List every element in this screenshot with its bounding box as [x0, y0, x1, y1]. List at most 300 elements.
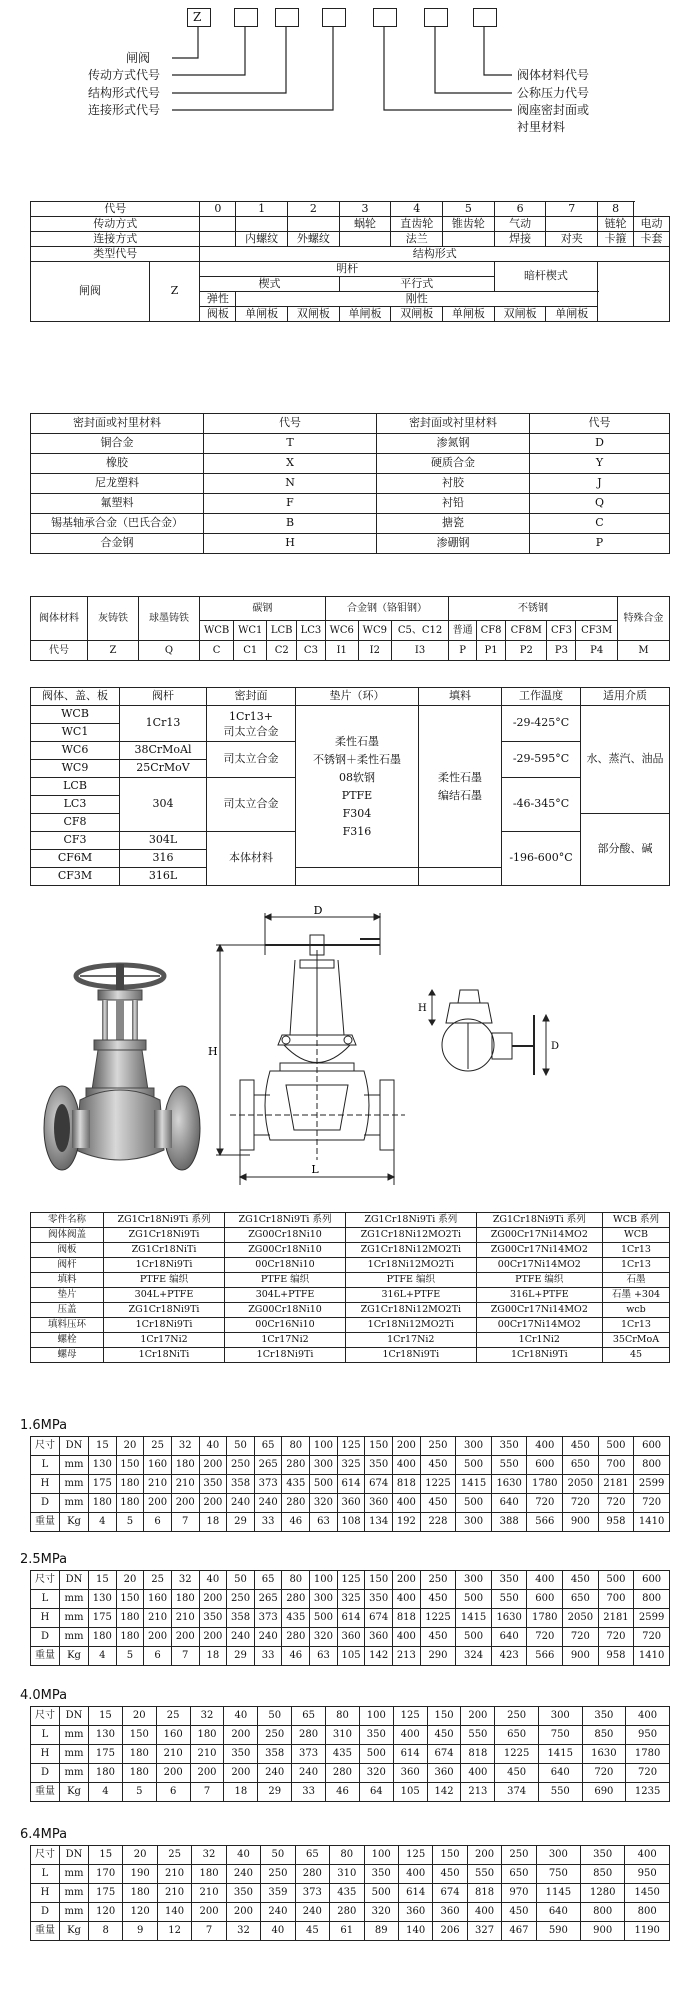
empty-cell	[200, 217, 236, 232]
seal-header: 代号	[204, 414, 377, 434]
height-cell: 614	[337, 1609, 365, 1628]
dim-label-l: L	[311, 1163, 319, 1176]
table-row	[31, 1494, 670, 1513]
dn-cell: 100	[310, 1437, 338, 1456]
dn-cell: 250	[495, 1707, 539, 1726]
seal-cell: 橡胶	[31, 454, 204, 474]
conn-7: 对夹	[546, 232, 598, 247]
row-label: 尺寸	[31, 1707, 60, 1726]
row-label: 重量	[31, 1783, 60, 1802]
alloy-sub: WC9	[358, 621, 391, 641]
wheel-dia-cell: 360	[433, 1903, 467, 1922]
stem-material: 304	[120, 778, 207, 832]
stainless-sub: CF8M	[506, 621, 547, 641]
wheel-dia-cell: 800	[625, 1903, 670, 1922]
stem-material: 1Cr13	[120, 706, 207, 742]
length-cell: 350	[365, 1456, 393, 1475]
dn-cell: 400	[625, 1846, 670, 1865]
empty-cell	[546, 217, 598, 232]
height-cell: 818	[467, 1884, 501, 1903]
length-cell: 310	[326, 1726, 360, 1745]
parts-header: ZG1Cr18Ni9Ti 系列	[476, 1213, 602, 1228]
stainless-steel: 不锈钢	[449, 597, 618, 621]
weight-cell: 300	[456, 1513, 492, 1532]
row-label: H	[31, 1609, 60, 1628]
seal-material-table	[30, 413, 670, 554]
work-temp: -29-595°C	[502, 742, 581, 778]
height-cell: 2181	[598, 1609, 634, 1628]
wheel-dia-cell: 140	[157, 1903, 191, 1922]
gray-iron: 灰铸铁	[88, 597, 139, 641]
carbon-code: C2	[267, 641, 297, 661]
body-grade: WC1	[31, 724, 120, 742]
wheel-dia-cell: 720	[634, 1494, 670, 1513]
dn-cell: 300	[456, 1437, 492, 1456]
stainless-code: P1	[477, 641, 506, 661]
gasket-line: 08软钢	[339, 770, 375, 784]
length-cell: 650	[563, 1590, 599, 1609]
length-cell: 280	[292, 1726, 326, 1745]
row-label: L	[31, 1865, 60, 1884]
wheel-dia-cell: 360	[398, 1903, 432, 1922]
row-label: H	[31, 1475, 60, 1494]
wheel-dia-cell: 240	[292, 1764, 326, 1783]
dn-cell: 25	[157, 1846, 191, 1865]
stem-material: 304L	[120, 832, 207, 850]
wheel-dia-cell: 200	[190, 1764, 224, 1783]
dn-cell: 200	[393, 1571, 421, 1590]
table-row	[31, 247, 670, 262]
packing-line: 编结石墨	[438, 788, 482, 802]
table-row	[31, 494, 670, 514]
table-row	[31, 202, 670, 217]
drive-label: 传动方式	[31, 217, 200, 232]
wheel-dia-cell: 120	[89, 1903, 123, 1922]
length-cell: 250	[227, 1590, 255, 1609]
parts-cell: 垫片	[31, 1288, 104, 1303]
table-row	[31, 1437, 670, 1456]
weight-cell: 374	[495, 1783, 539, 1802]
dn-cell: 65	[254, 1437, 282, 1456]
row-label: L	[31, 1456, 60, 1475]
type-header-cell: 0	[200, 202, 236, 217]
wheel-dia-cell: 640	[536, 1903, 580, 1922]
weight-cell: 566	[527, 1647, 563, 1666]
height-cell: 1415	[456, 1609, 492, 1628]
weight-cell: 958	[598, 1513, 634, 1532]
weight-cell: 105	[337, 1647, 365, 1666]
parts-cell: wcb	[603, 1303, 670, 1318]
weight-cell: 5	[122, 1783, 156, 1802]
table-row	[31, 1726, 670, 1745]
length-cell: 325	[337, 1456, 365, 1475]
length-cell: 850	[581, 1865, 625, 1884]
dim-label-h1: H	[418, 1003, 427, 1014]
table-row	[31, 1764, 670, 1783]
parts-cell: 316L+PTFE	[476, 1288, 602, 1303]
parts-cell: 填料	[31, 1273, 104, 1288]
dn-cell: 25	[144, 1571, 172, 1590]
wheel-dia-cell: 200	[156, 1764, 190, 1783]
row-label: D	[31, 1764, 60, 1783]
dn-cell: 200	[467, 1846, 501, 1865]
packing-line: 柔性石墨	[438, 770, 482, 784]
empty-cell	[339, 232, 391, 247]
seal-cell: 衬铅	[377, 494, 530, 514]
height-cell: 970	[502, 1884, 536, 1903]
length-cell: 265	[254, 1456, 282, 1475]
wheel-dia-cell: 320	[310, 1628, 338, 1647]
parts-header: 零件名称	[31, 1213, 104, 1228]
dn-cell: 300	[456, 1571, 492, 1590]
stem-material: 25CrMoV	[120, 760, 207, 778]
mat-header: 填料	[419, 688, 502, 706]
row-label: D	[31, 1628, 60, 1647]
seal-cell: N	[204, 474, 377, 494]
length-cell: 500	[456, 1590, 492, 1609]
weight-cell: 423	[491, 1647, 527, 1666]
mat-header: 适用介质	[581, 688, 670, 706]
height-cell: 1780	[527, 1475, 563, 1494]
table-row	[31, 514, 670, 534]
wheel-dia-cell: 640	[491, 1494, 527, 1513]
seal-cell: F	[204, 494, 377, 514]
weight-cell: 4	[89, 1513, 117, 1532]
parts-cell: 1Cr18Ni9Ti	[104, 1258, 225, 1273]
dn-cell: 350	[491, 1571, 527, 1590]
wheel-dia-cell: 200	[171, 1628, 199, 1647]
dn-cell: 32	[192, 1846, 226, 1865]
weight-cell: 142	[427, 1783, 461, 1802]
type-header-cell: 7	[546, 202, 598, 217]
length-cell: 250	[261, 1865, 295, 1884]
row-label: 尺寸	[31, 1846, 60, 1865]
height-cell: 435	[330, 1884, 364, 1903]
height-cell: 358	[258, 1745, 292, 1764]
weight-cell: 108	[337, 1513, 365, 1532]
wheel-dia-cell: 240	[254, 1628, 282, 1647]
label-body-material-code: 阀体材料代号	[517, 68, 590, 82]
parts-cell: 1Cr13	[603, 1243, 670, 1258]
dn-cell: 20	[122, 1707, 156, 1726]
height-cell: 2050	[563, 1609, 599, 1628]
dn-cell: 65	[254, 1571, 282, 1590]
elastic-label: 弹性	[200, 292, 236, 307]
valve-code: Z	[149, 262, 200, 322]
body-grade: LC3	[31, 796, 120, 814]
seal-cell: 氟塑料	[31, 494, 204, 514]
conn-8: 卡箍	[598, 232, 634, 247]
length-cell: 450	[433, 1865, 467, 1884]
length-cell: 190	[123, 1865, 157, 1884]
length-cell: 400	[393, 1456, 421, 1475]
parts-cell: 石墨	[603, 1273, 670, 1288]
mat-header: 密封面	[207, 688, 296, 706]
wheel-dia-cell: 180	[122, 1764, 156, 1783]
table-row	[31, 1475, 670, 1494]
valve-dimension-drawing	[210, 905, 560, 1195]
rigid-label: 刚性	[236, 292, 598, 307]
weight-cell: 467	[502, 1922, 536, 1941]
parts-cell: WCB	[603, 1228, 670, 1243]
parts-cell: 1Cr13	[603, 1258, 670, 1273]
seal-line-1: 1Cr13+	[229, 709, 273, 723]
parts-cell: 1Cr17Ni2	[104, 1333, 225, 1348]
table-row	[31, 688, 670, 706]
empty-cell	[288, 217, 340, 232]
dn-cell: 20	[116, 1571, 144, 1590]
label-seal-material-1: 阀座密封面或	[517, 103, 590, 117]
stem-material: 316	[120, 850, 207, 868]
table-row	[31, 1903, 670, 1922]
dn-cell: 50	[227, 1571, 255, 1590]
parts-cell: 304L+PTFE	[225, 1288, 346, 1303]
weight-cell: 213	[461, 1783, 495, 1802]
wheel-dia-cell: 240	[258, 1764, 292, 1783]
length-cell: 800	[634, 1590, 670, 1609]
height-cell: 674	[433, 1884, 467, 1903]
weight-cell: 7	[171, 1647, 199, 1666]
type-header-cell: 8	[598, 202, 634, 217]
wheel-dia-cell: 200	[171, 1494, 199, 1513]
height-cell: 210	[157, 1884, 191, 1903]
table-row	[31, 706, 670, 724]
weight-cell: 63	[310, 1647, 338, 1666]
body-grade: CF8	[31, 814, 120, 832]
dn-cell: 65	[292, 1707, 326, 1726]
type-header-cell: 2	[288, 202, 340, 217]
parts-cell: ZG00Cr18Ni10	[225, 1243, 346, 1258]
dim-label-d: D	[313, 904, 323, 917]
table-row	[31, 434, 670, 454]
weight-cell: 228	[420, 1513, 456, 1532]
row-unit: DN	[60, 1437, 89, 1456]
wheel-dia-cell: 280	[326, 1764, 360, 1783]
carbon-sub: WC1	[234, 621, 267, 641]
length-cell: 650	[495, 1726, 539, 1745]
table-row	[31, 262, 670, 277]
height-cell: 674	[365, 1475, 393, 1494]
wheel-dia-cell: 720	[634, 1628, 670, 1647]
height-cell: 614	[337, 1475, 365, 1494]
height-cell: 373	[295, 1884, 329, 1903]
parts-cell: PTFE 编织	[346, 1273, 477, 1288]
empty-cell	[443, 232, 495, 247]
seal-cell: Y	[530, 454, 670, 474]
parts-cell: 00Cr17Ni14MO2	[476, 1258, 602, 1273]
height-cell: 1225	[495, 1745, 539, 1764]
type-header-cell: 代号	[31, 202, 200, 217]
parts-cell: 1Cr17Ni2	[225, 1333, 346, 1348]
parallel-label: 平行式	[339, 277, 494, 292]
height-cell: 180	[123, 1884, 157, 1903]
gasket-line: 不锈钢＋柔性石墨	[313, 752, 401, 766]
weight-cell: 7	[171, 1513, 199, 1532]
length-cell: 650	[563, 1456, 599, 1475]
type-label: 类型代号	[31, 247, 200, 262]
seal-header: 密封面或衬里材料	[377, 414, 530, 434]
weight-cell: 192	[393, 1513, 421, 1532]
weight-cell: 33	[292, 1783, 326, 1802]
wheel-dia-cell: 360	[427, 1764, 461, 1783]
medium: 水、蒸汽、油品	[581, 706, 670, 814]
length-cell: 150	[116, 1590, 144, 1609]
row-unit: mm	[60, 1609, 89, 1628]
double-disc: 双闸板	[288, 307, 340, 322]
seal-cell: 衬胶	[377, 474, 530, 494]
height-cell: 175	[89, 1745, 123, 1764]
single-disc: 单闸板	[546, 307, 598, 322]
body-grade: LCB	[31, 778, 120, 796]
weight-cell: 324	[456, 1647, 492, 1666]
parts-cell: 填料压环	[31, 1318, 104, 1333]
dn-cell: 80	[282, 1437, 310, 1456]
height-cell: 435	[282, 1609, 310, 1628]
weight-cell: 5	[116, 1513, 144, 1532]
parts-cell: 1Cr18NiTi	[104, 1348, 225, 1363]
parts-cell: ZG1Cr18NiTi	[104, 1243, 225, 1258]
parts-cell: 1Cr18Ni9Ti	[104, 1318, 225, 1333]
wheel-dia-cell: 360	[365, 1628, 393, 1647]
height-cell: 358	[227, 1609, 255, 1628]
row-label: D	[31, 1903, 60, 1922]
seal-cell: 渗氮钢	[377, 434, 530, 454]
stainless-sub: CF8	[477, 621, 506, 641]
seal-cell: 渗硼钢	[377, 534, 530, 554]
type-header-cell: 6	[494, 202, 546, 217]
gasket-material	[296, 706, 419, 868]
row-label: D	[31, 1494, 60, 1513]
length-cell: 280	[282, 1456, 310, 1475]
weight-cell: 46	[282, 1647, 310, 1666]
dn-cell: 400	[626, 1707, 670, 1726]
special-alloy: 特殊合金	[617, 597, 669, 641]
wheel-dia-cell: 720	[527, 1628, 563, 1647]
parts-cell: 00Cr17Ni14MO2	[476, 1318, 602, 1333]
dn-cell: 40	[199, 1437, 227, 1456]
parts-cell: ZG1Cr18Ni12MO2Ti	[346, 1243, 477, 1258]
wheel-dia-cell: 320	[359, 1764, 393, 1783]
parts-cell: 阀杆	[31, 1258, 104, 1273]
dn-cell: 150	[427, 1707, 461, 1726]
wheel-dia-cell: 720	[563, 1494, 599, 1513]
wheel-dia-cell: 240	[295, 1903, 329, 1922]
stainless-sub: CF3	[547, 621, 576, 641]
row-unit: mm	[60, 1745, 89, 1764]
table-row	[31, 1783, 670, 1802]
seal-cell: 合金钢	[31, 534, 204, 554]
parts-cell: PTFE 编织	[476, 1273, 602, 1288]
length-cell: 750	[538, 1726, 582, 1745]
dn-cell: 100	[359, 1707, 393, 1726]
wheel-dia-cell: 180	[89, 1628, 117, 1647]
row-unit: DN	[60, 1571, 89, 1590]
parts-cell: 1Cr18Ni12MO2Ti	[346, 1318, 477, 1333]
seal-material	[207, 706, 296, 742]
weight-cell: 45	[295, 1922, 329, 1941]
dn-cell: 32	[171, 1437, 199, 1456]
dn-cell: 15	[89, 1707, 123, 1726]
length-cell: 450	[420, 1590, 456, 1609]
dn-cell: 40	[224, 1707, 258, 1726]
length-cell: 170	[89, 1865, 123, 1884]
code-diagram	[0, 0, 700, 150]
wheel-dia-cell: 450	[495, 1764, 539, 1783]
wheel-dia-cell: 320	[364, 1903, 398, 1922]
seal-cell: J	[530, 474, 670, 494]
height-cell: 180	[116, 1475, 144, 1494]
dn-cell: 350	[581, 1846, 625, 1865]
body-grade: CF3	[31, 832, 120, 850]
length-cell: 550	[467, 1865, 501, 1884]
weight-cell: 134	[365, 1513, 393, 1532]
table-row	[31, 1288, 670, 1303]
dn-cell: 450	[563, 1437, 599, 1456]
body-grade: WC9	[31, 760, 120, 778]
height-cell: 210	[156, 1745, 190, 1764]
empty-cell	[236, 217, 288, 232]
parts-cell: 螺栓	[31, 1333, 104, 1348]
seal-cell: T	[204, 434, 377, 454]
wheel-dia-cell: 240	[261, 1903, 295, 1922]
height-cell: 359	[261, 1884, 295, 1903]
dn-cell: 20	[123, 1846, 157, 1865]
dimension-table-1-6mpa	[30, 1436, 670, 1532]
table-row	[31, 1243, 670, 1258]
table-row	[31, 1571, 670, 1590]
weight-cell: 1410	[634, 1513, 670, 1532]
dn-cell: 125	[337, 1571, 365, 1590]
weight-cell: 6	[156, 1783, 190, 1802]
parts-cell: ZG1Cr18Ni9Ti	[104, 1303, 225, 1318]
empty-cell	[419, 868, 502, 886]
body-code-label: 代号	[31, 641, 88, 661]
stem-material: 316L	[120, 868, 207, 886]
mat-header: 工作温度	[502, 688, 581, 706]
length-cell: 130	[89, 1590, 117, 1609]
length-cell: 950	[626, 1726, 670, 1745]
seal-header: 密封面或衬里材料	[31, 414, 204, 434]
drive-4: 直齿轮	[391, 217, 443, 232]
empty-cell	[598, 262, 670, 322]
dn-cell: 65	[295, 1846, 329, 1865]
height-cell: 500	[359, 1745, 393, 1764]
conn-label: 连接方式	[31, 232, 200, 247]
height-cell: 674	[427, 1745, 461, 1764]
seal-cell: 尼龙塑料	[31, 474, 204, 494]
single-disc: 单闸板	[339, 307, 391, 322]
label-structure-code: 结构形式代号	[88, 86, 161, 100]
table-row	[31, 1303, 670, 1318]
wedge-label: 楔式	[200, 277, 339, 292]
wheel-dia-cell: 240	[227, 1628, 255, 1647]
height-cell: 358	[227, 1475, 255, 1494]
height-cell: 2599	[634, 1609, 670, 1628]
body-grade: WCB	[31, 706, 120, 724]
mat-header: 垫片（环）	[296, 688, 419, 706]
length-cell: 600	[527, 1590, 563, 1609]
weight-cell: 105	[393, 1783, 427, 1802]
weight-cell: 213	[393, 1647, 421, 1666]
table-row	[31, 641, 670, 661]
single-disc: 单闸板	[236, 307, 288, 322]
dn-cell: 150	[365, 1571, 393, 1590]
row-unit: mm	[60, 1884, 89, 1903]
height-cell: 1145	[536, 1884, 580, 1903]
alloy-code: I3	[391, 641, 448, 661]
weight-cell: 18	[199, 1513, 227, 1532]
parts-cell: ZG00Cr18Ni10	[225, 1303, 346, 1318]
